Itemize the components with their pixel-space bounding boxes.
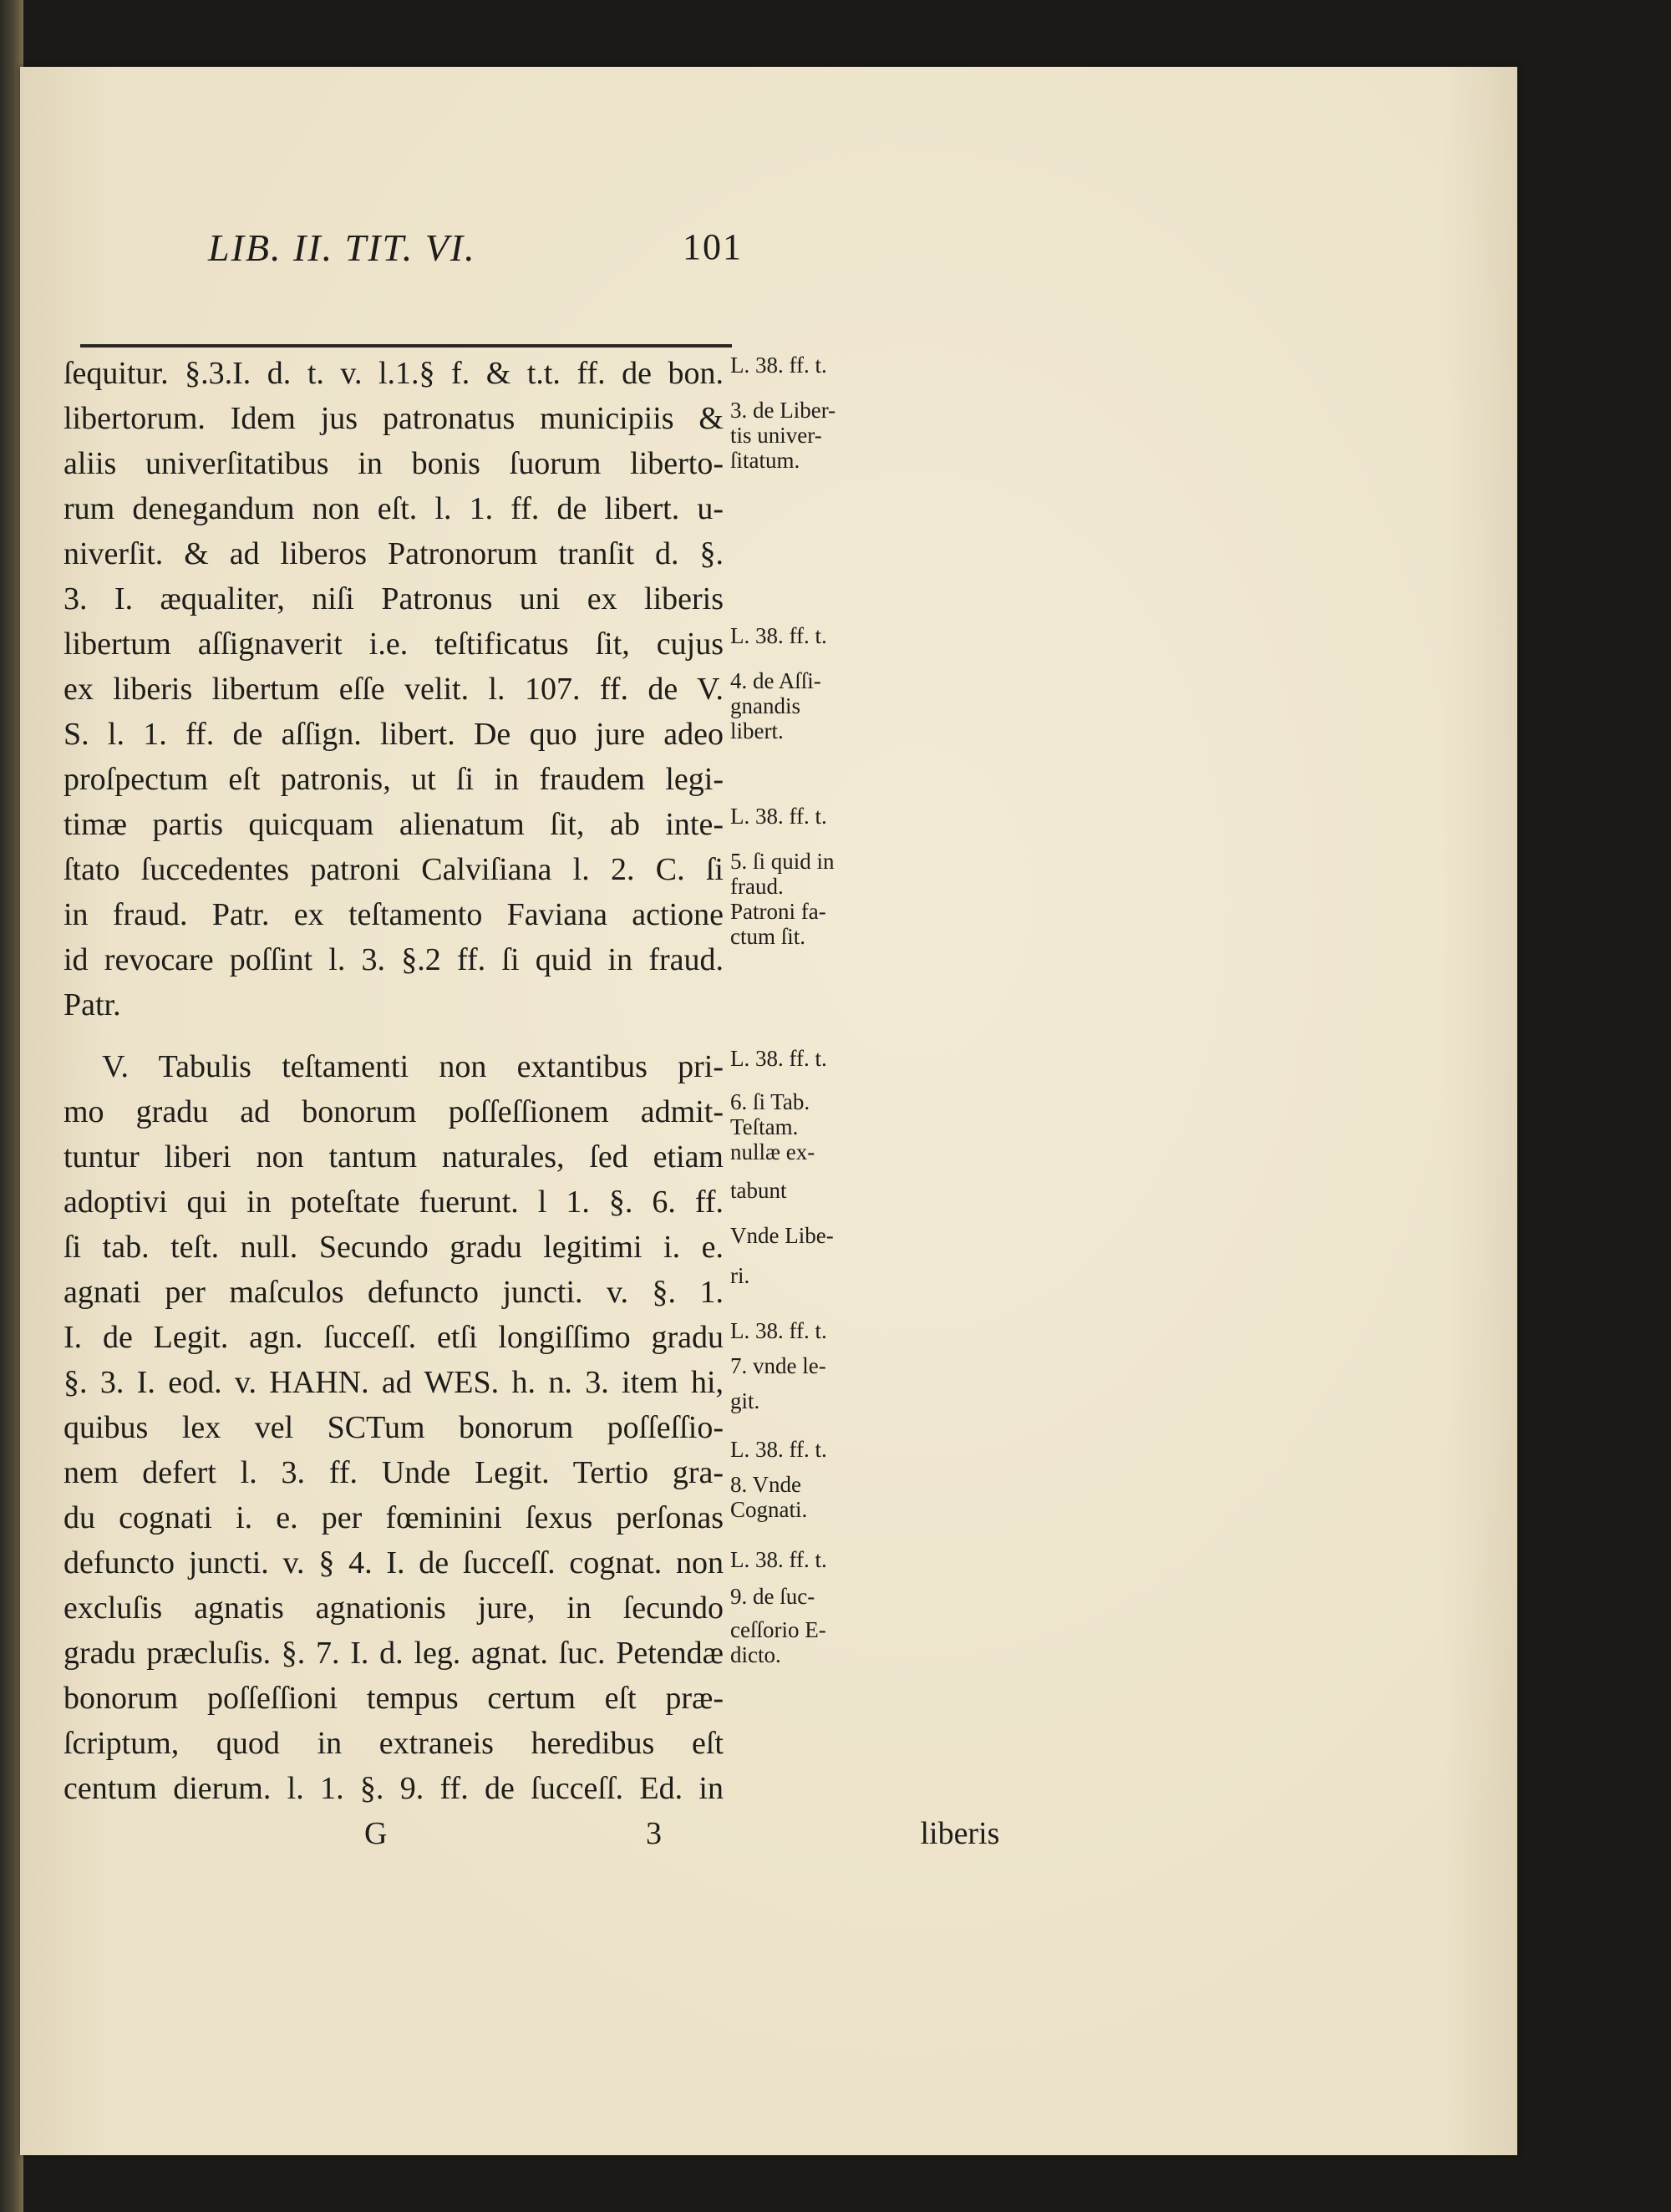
text-line: ſcriptum, quod in extraneis heredibus eſt: [63, 1726, 724, 1761]
margin-note: 4. de Aſſi-: [730, 668, 821, 693]
margin-note: 9. de ſuc-: [730, 1584, 815, 1609]
text-line: gradu præcluſis. §. 7. I. d. leg. agnat. ſuc. Petendæ: [63, 1636, 724, 1671]
margin-note: ri.: [730, 1263, 750, 1288]
text-line: 3. I. æqualiter, niſi Patronus uni ex liberis: [63, 581, 724, 616]
margin-note: L. 38. ff. t.: [730, 353, 827, 378]
page-number: 101: [683, 226, 743, 267]
margin-note: dicto.: [730, 1642, 781, 1667]
text-line: I. de Legit. agn. ſucceſſ. etſi longiſſimo gradu: [63, 1320, 724, 1355]
book-page: [20, 67, 1517, 2155]
paragraph-start-line: V. Tabulis teſtamenti non extantibus pri-: [102, 1049, 724, 1084]
margin-note: L. 38. ff. t.: [730, 1046, 827, 1071]
margin-note: tis univer-: [730, 423, 822, 448]
margin-note: L. 38. ff. t.: [730, 1547, 827, 1572]
text-line: proſpectum eſt patronis, ut ſi in fraudem legi-: [63, 762, 724, 797]
margin-note: Vnde Libe-: [730, 1223, 834, 1248]
text-line: id revocare poſſint l. 3. §.2 ff. ſi quid in fraud.: [63, 942, 724, 977]
margin-note: 5. ſi quid in: [730, 849, 835, 874]
margin-note: ceſſorio E-: [730, 1617, 826, 1642]
text-line: §. 3. I. eod. v. HAHN. ad WES. h. n. 3. item hi,: [63, 1365, 724, 1400]
margin-note: L. 38. ff. t.: [730, 623, 827, 648]
text-line: timæ partis quicquam alienatum ſit, ab inte-: [63, 807, 724, 842]
text-line: du cognati i. e. per fœminini ſexus perſonas: [63, 1500, 724, 1535]
margin-note: L. 38. ff. t.: [730, 1318, 827, 1343]
text-line: bonorum poſſeſſioni tempus certum eſt præ-: [63, 1681, 724, 1716]
text-line: defuncto juncti. v. § 4. I. de ſucceſſ. cognat. non: [63, 1545, 724, 1580]
margin-note: nullæ ex-: [730, 1139, 815, 1164]
text-line: S. l. 1. ff. de aſſign. libert. De quo jure adeo: [63, 717, 724, 752]
margin-note: 8. Vnde: [730, 1472, 801, 1497]
margin-note: fraud.: [730, 874, 784, 899]
margin-note: L. 38. ff. t.: [730, 804, 827, 829]
margin-note: ſitatum.: [730, 448, 800, 473]
text-line: mo gradu ad bonorum poſſeſſionem admit-: [63, 1094, 724, 1129]
text-line: niverſit. & ad liberos Patronorum tranſit d. §.: [63, 536, 724, 571]
catchword: liberis: [920, 1816, 1000, 1851]
margin-note: Cognati.: [730, 1497, 808, 1522]
text-line: libertorum. Idem jus patronatus municipiis &: [63, 401, 724, 436]
text-line: libertum aſſignaverit i.e. teſtificatus ſit, cujus: [63, 627, 724, 662]
header-rule: [80, 344, 732, 348]
margin-note: L. 38. ff. t.: [730, 1437, 827, 1462]
text-line: ſi tab. teſt. null. Secundo gradu legitimi i. e.: [63, 1230, 724, 1265]
text-line: centum dierum. l. 1. §. 9. ff. de ſucceſſ. Ed. in: [63, 1771, 724, 1806]
margin-note: 6. ſi Tab.: [730, 1089, 810, 1114]
margin-note: 7. vnde le-: [730, 1353, 826, 1378]
margin-note: git.: [730, 1388, 760, 1413]
margin-note: Teſtam.: [730, 1114, 799, 1139]
text-line: adoptivi qui in poteſtate fuerunt. l 1. §. 6. ff.: [63, 1185, 724, 1220]
running-header: [208, 226, 743, 276]
footer-line: [63, 1811, 1000, 1856]
margin-note: tabunt: [730, 1178, 787, 1203]
text-line: nem defert l. 3. ff. Unde Legit. Tertio gra-: [63, 1455, 724, 1490]
text-line: quibus lex vel SCTum bonorum poſſeſſio-: [63, 1410, 724, 1445]
text-line: ſtato ſuccedentes patroni Calviſiana l. 2. C. ſi: [63, 852, 724, 887]
text-line: tuntur liberi non tantum naturales, ſed etiam: [63, 1139, 724, 1174]
text-line: aliis univerſitatibus in bonis ſuorum liberto-: [63, 446, 724, 481]
signature-mark: G 3: [364, 1816, 662, 1851]
text-line: agnati per maſculos defuncto juncti. v. §. 1.: [63, 1275, 724, 1310]
margin-note: ctum ſit.: [730, 924, 805, 949]
margin-note: 3. de Liber-: [730, 398, 836, 423]
text-line: excluſis agnatis agnationis jure, in ſecundo: [63, 1591, 724, 1626]
text-line: rum denegandum non eſt. l. 1. ff. de libert. u-: [63, 491, 724, 526]
margin-note: Patroni fa-: [730, 899, 826, 924]
text-line: ex liberis libertum eſſe velit. l. 107. ff. de V.: [63, 672, 724, 707]
text-line: Patr.: [63, 987, 121, 1022]
text-line: ſequitur. §.3.I. d. t. v. l.1.§ f. & t.t. ff. de bon.: [63, 356, 724, 391]
running-title: LIB. II. TIT. VI.: [208, 226, 476, 269]
margin-note: gnandis: [730, 693, 800, 718]
text-line: in fraud. Patr. ex teſtamento Faviana actione: [63, 897, 724, 932]
margin-note: libert.: [730, 718, 784, 743]
